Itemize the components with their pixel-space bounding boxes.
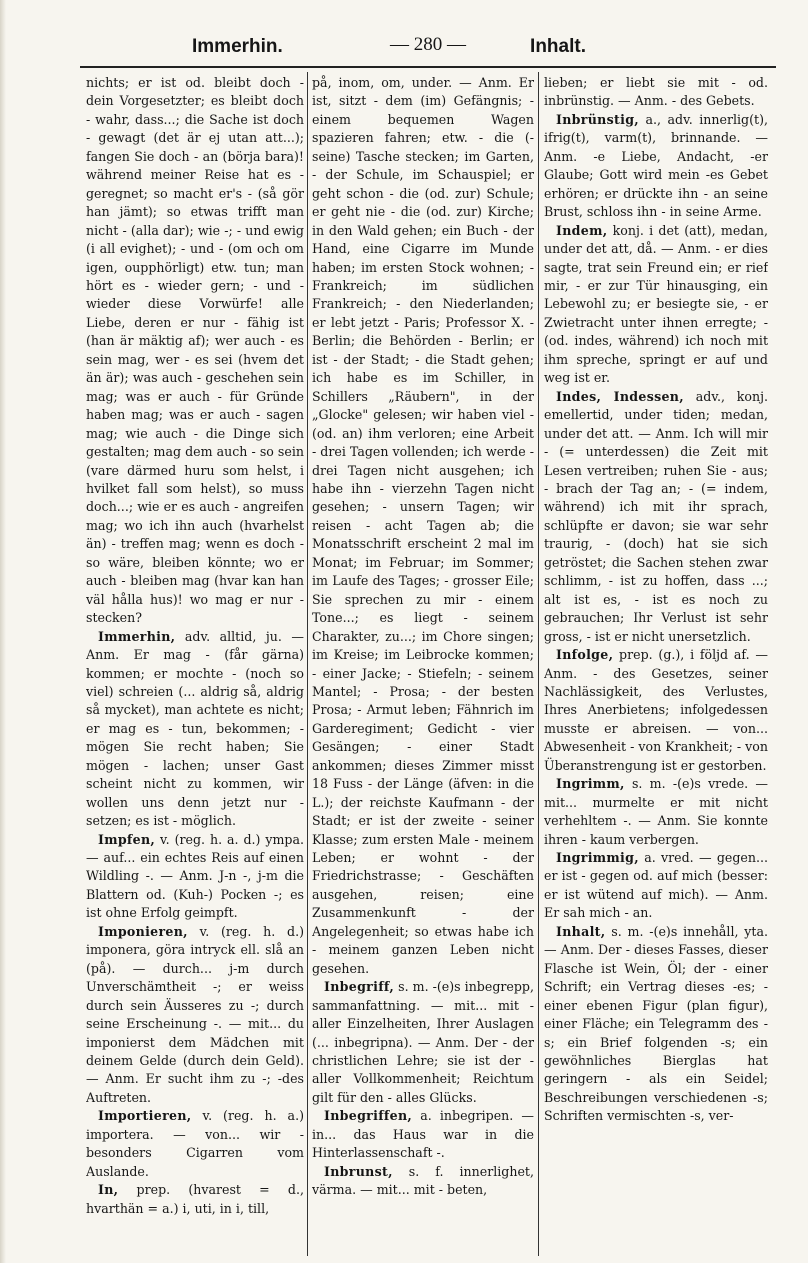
entry-text: prep. (hvarest = d., hvarthän = a.) i, uti, in i, till, [86,1182,304,1216]
headword: Inbegriff, [324,979,395,995]
headword: Inbegriffen, [324,1108,413,1124]
entry-text: s. m. -(e)s innehåll, yta. — Anm. Der - dieses Fasses, dieser Flasche ist Wein, Öl; der - einer Schrift; ein Vertrag dieses -es; - einer ebenen Figur (plan figur), einer Fläche; ein Telegramm des -s; ein Brief folgenden -s; ein gewöhnliches Bierglas hat geringern - als ein Seidel; Beschreibungen verschiedenen -s; Schriften vermischten -s, ver- [544,923,768,1124]
entry-text: s. m. -(e)s inbegrepp, sammanfattning. — mit... mit - aller Einzelheiten, Ihrer Auslagen (... inbegripna). — Anm. Der - der christlichen Lehre; sie ist der - aller Vollkommenheit; Reichtum gilt für den - alles Glücks. [312,979,534,1105]
page-number: — 280 — [390,34,466,55]
dictionary-entry [86,1107,304,1181]
dictionary-column-3 [544,74,768,1254]
headword: Inhalt, [556,923,606,939]
dictionary-entry [544,775,768,849]
dictionary-entry [86,1181,304,1218]
headword: Importieren, [98,1108,192,1124]
headword: Ingrimmig, [556,850,639,866]
dictionary-entry [544,849,768,923]
headword: Inbrunst, [324,1163,393,1179]
entry-text: adv. alltid, ju. — Anm. Er mag - (får gärna) kommen; er mochte - (noch so viel) schreien (... aldrig så, aldrig så mycket), man achtete es nicht; er mag es - tun, bekommen; - mögen Sie recht haben; Sie mögen - lachen; unser Gast scheint nicht zu kommen, wir wollen uns denn jetzt nur - setzen; es ist - möglich. [86,628,304,829]
headword: Indes, Indessen, [556,388,684,404]
entry-text: a. inbegripen. — in... das Haus war in die Hinterlassenschaft -. [312,1108,534,1161]
entry-text: s. f. innerlighet, värma. — mit... mit - beten, [312,1163,534,1198]
entry-text: v. (reg. h. a. d.) ympa. — auf... ein echtes Reis auf einen Wildling -. — Anm. J-n -, j-m die Blattern od. (Kuh-) Pocken -; es ist ohne Erfolg geimpft. [86,831,304,921]
dictionary-entry [312,1163,534,1200]
dictionary-entry [86,831,304,923]
headword: Imponieren, [98,923,188,939]
entry-text: på, inom, om, under. — Anm. Er ist, sitzt - dem (im) Gefängnis; - einem bequemen Wagen spazieren fahren; etw. - die (- seine) Tasche stecken; im Garten, - der Schule, im Schauspiel; er geht schon - die (od. zur) Schule; er geht nie - die (od. zur) Kirche; in den Wald gehen; ein Buch - der Hand, eine Cigarre im Munde haben; im ersten Stock wohnen; - Frankreich; im südlichen Frankreich; - den Niederlanden; er lebt jetzt - Paris; Professor X. - Berlin; die Behörden - Berlin; er ist - der Stadt; - die Stadt gehen; ich habe es im Schiller, in Schillers „Räubern", in der „Glocke" gelesen; wir haben viel - (od. an) ihm verloren; eine Arbeit - drei Tagen vollenden; ich werde - drei Tagen nicht ausgehen; ich habe ihn - vierzehn Tagen nicht gesehen; - unsern Tagen; wir reisen - acht Tagen ab; die Monatsschrift erscheint 2 mal im Monat; im Februar; im Sommer; im Laufe des Tages; - grosser Eile; Sie sprechen zu mir - einem Tone...; es liegt - seinem Charakter, zu...; im Chore singen; im Kreise; im Leibrocke kommen; - einer Jacke; - Stiefeln; - seinem Mantel; - Prosa; - der besten Prosa; - Armut leben; Fähnrich im Garderegiment; Gedicht - vier Gesängen; - einer Stadt ankommen; dieses Zimmer misst 18 Fuss - der Länge (äfven: in die L.); der reichste Kaufmann - der Stadt; er ist der zweite - seiner Klasse; zum ersten Male - meinem Leben; er wohnt - der Friedrichstrasse; - Geschäften ausgehen, reisen; eine Zusammenkunft - der Angelegenheit; so etwas habe ich - meinem ganzen Leben nicht gesehen. [312,75,534,976]
dictionary-entry [544,222,768,388]
entry-continuation [544,74,768,111]
headword: Infolge, [556,647,614,663]
dictionary-entry [544,388,768,646]
headword: Immerhin, [98,628,176,644]
headword: Ingrimm, [556,776,625,792]
entry-text: adv., konj. emellertid, under tiden; medan, under det att. — Anm. Ich will mir - (= unterdessen) die Zeit mit Lesen vertreiben; ruhen Sie - aus; - brach der Tag an; - (= indem, während) ich mit ihr sprach, schlüpfte er davon; sie war sehr traurig, - (doch) hat sie sich getröstet; die Sachen stehen zwar schlimm, - ist zu hoffen, dass ...; alt ist es, - ist es noch zu gebrauchen; Ihr Verlust ist sehr gross, - ist er nicht unersetzlich. [544,388,768,644]
dictionary-entry [544,111,768,222]
headword: Inbrünstig, [556,111,639,127]
entry-text: a. vred. — gegen... er ist - gegen od. auf mich (besser: er ist wütend auf mich). — Anm. Er sah mich - an. [544,850,768,921]
headword: In, [98,1182,119,1198]
headword: Impfen, [98,831,156,847]
entry-text: a., adv. innerlig(t), ifrig(t), varm(t), brinnande. — Anm. -e Liebe, Andacht, -er Glaube; Gott wird mein -es Gebet erhören; er drückte ihn - an seine Brust, schloss ihn - in seine Arme. [544,111,768,220]
entry-text: s. m. -(e)s vrede. — mit... murmelte er mit nicht verhehltem -. — Anm. Sie konnte ihren - kaum verbergen. [544,776,768,847]
entry-text: prep. (g.), i följd af. — Anm. - des Gesetzes, seiner Nachlässigkeit, des Verlustes, Ihres Anerbietens; infolgedessen musste er abreisen. — von... Abwesenheit - von Krankheit; - von Überanstrengung ist er gestorben. [544,647,768,773]
running-head-right: Inhalt. [530,36,586,57]
entry-continuation [86,74,304,628]
entry-text: nichts; er ist od. bleibt doch - dein Vorgesetzter; es bleibt doch - wahr, dass...; die Sache ist doch - gewagt (det är ej utan att...); fangen Sie doch - an (börja bara)! während meiner Reise hat es - geregnet; so macht er's - (så gör han jämt); so etwas trifft man nicht - (alla dar); wie -; - und ewig (i all evighet); - und - (om och om igen, oupphörligt) etw. tun; man hört es - wieder gern; - und - wieder diese Vorwürfe! alle Liebe, deren er nur - fähig ist (han är mäktig af); wer auch - es sein mag, wer - es sei (hvem det än är); was auch - geschehen sein mag; was er auch - für Gründe haben mag; was er auch - sagen mag; wie auch - die Dinge sich gestalten; mag dem auch - so sein (vare därmed huru som helst, i hvilket fall som helst), so muss doch...; wie er es auch - angreifen mag; wo ich ihn auch (hvarhelst än) - treffen mag; wenn es doch - so wäre, bleiben könnte; wo er auch - bleiben mag (hvar kan han väl hålla hus)! wo mag er nur - stecken? [86,75,304,626]
page-header [80,30,776,68]
column-rule [307,72,308,1256]
dictionary-entry [312,1107,534,1162]
dictionary-entry [86,628,304,831]
entry-text: v. (reg. h. a.) importera. — von... wir - besonders Cigarren vom Auslande. [86,1108,304,1179]
dictionary-entry [312,978,534,1107]
entry-text: lieben; er liebt sie mit - od. inbrünstig. — Anm. - des Gebets. [544,75,768,109]
dictionary-entry [544,646,768,775]
running-head-left: Immerhin. [192,36,283,57]
headword: Indem, [556,222,608,238]
dictionary-entry [86,923,304,1108]
entry-continuation [312,74,534,978]
scan-edge [0,0,6,1263]
dictionary-column-1 [86,74,304,1254]
dictionary-entry [544,923,768,1126]
entry-text: konj. i det (att), medan, under det att, då. — Anm. - er dies sagte, trat sein Freund ein; er rief mir, - er zur Tür hinausging, ein Lebewohl zu; er besiegte sie, - er Zwietracht unter ihnen erregte; - (od. indes, während) ich noch mit ihm spreche, springt er auf und weg ist er. [544,222,768,386]
dictionary-column-2 [312,74,534,1254]
entry-text: v. (reg. h. d.) imponera, göra intryck ell. slå an (på). — durch... j-m durch Unverschämtheit -; er weiss durch sein Äusseres zu -; durch seine Erscheinung -. — mit... du imponierst dem Mädchen mit deinem Gelde (durch dein Geld). — Anm. Er sucht ihm zu -; -des Auftreten. [86,923,304,1105]
column-rule [538,72,539,1256]
